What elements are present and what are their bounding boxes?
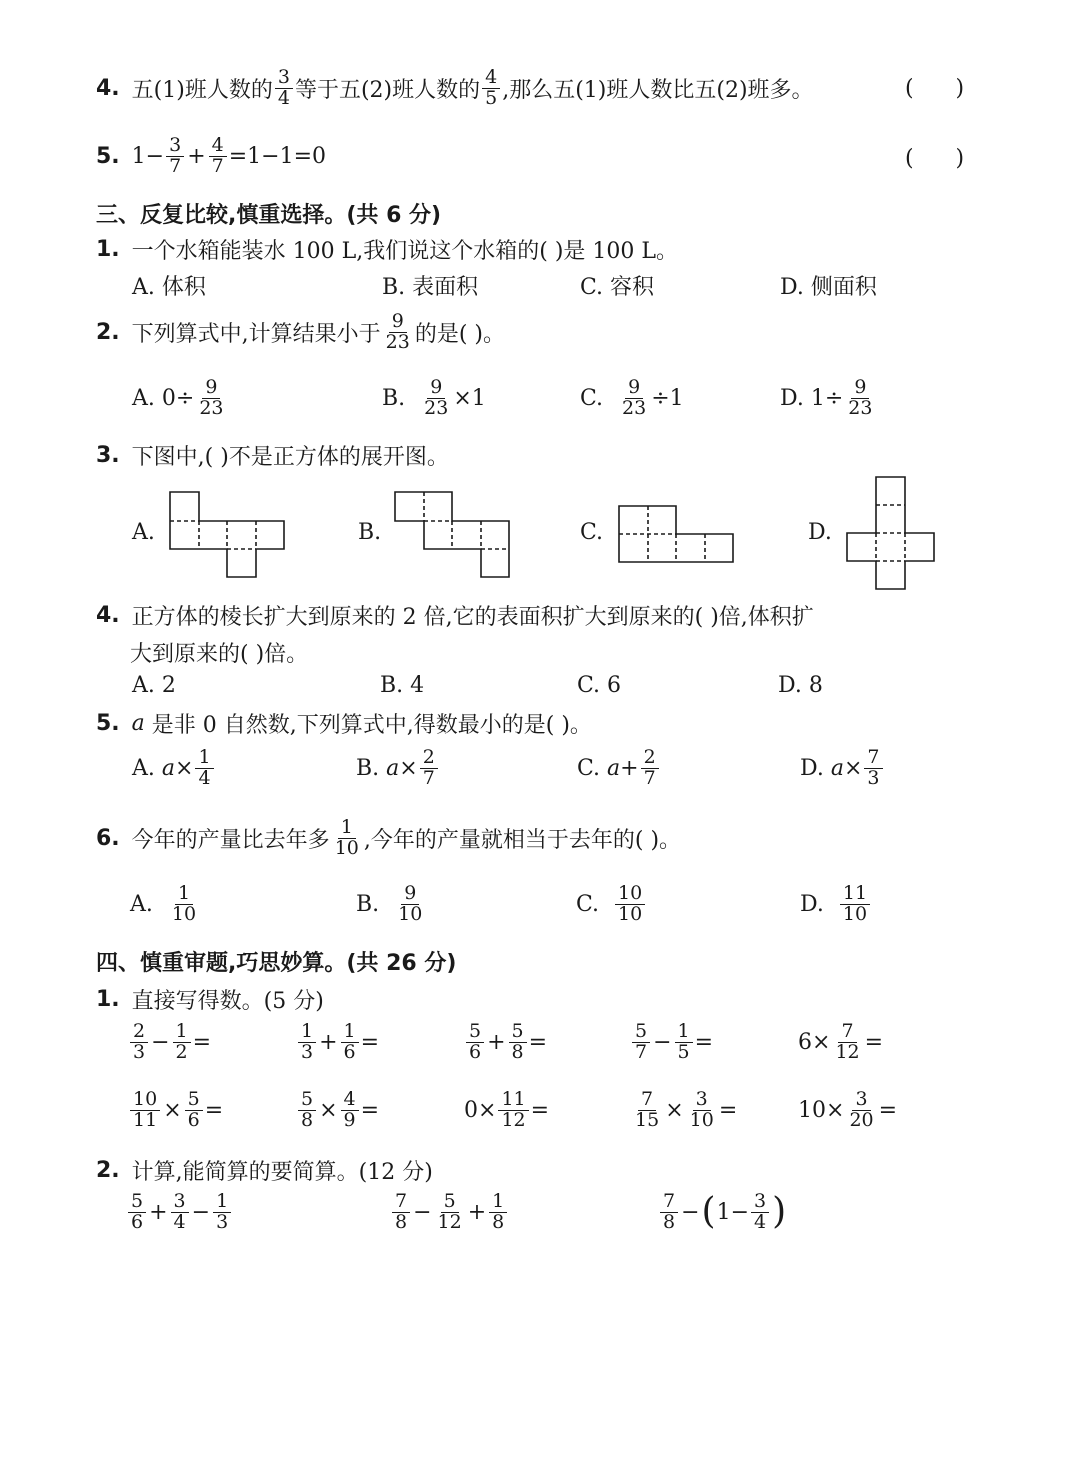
equals-sign: = [864,1029,884,1055]
question-text: 下图中,( )不是正方体的展开图。 [131,445,449,470]
equals-sign: = [528,1029,548,1055]
variable: a [386,755,400,781]
option-d[interactable] [780,378,877,419]
question-text: 计算,能简算的要简算。(12 分) [131,1160,433,1185]
option-a[interactable]: A. 体积 [132,275,206,300]
expression-part: ÷1 [651,385,684,411]
option-label: A. [132,755,155,781]
expression-part: 0× [464,1097,497,1123]
question-text: 今年的产量比去年多 [131,827,330,853]
fraction: $\frac{3}{4}$ [751,1192,769,1233]
choice-question-3 [96,440,449,471]
option-c[interactable]: C. 6 [577,673,622,698]
answer-blank[interactable]: ( ) [905,146,965,171]
variable: a [131,711,145,736]
cube-net-a [170,492,286,582]
fraction: $\frac{1}{2}$ [173,1022,191,1063]
operator: + [620,755,639,781]
operator: + [187,143,206,169]
option-b[interactable]: B. 表面积 [382,275,479,300]
fraction: $\frac{9}{23}$ [622,376,647,419]
option-b[interactable] [356,884,427,925]
question-text: 五(1)班人数的 [131,77,273,103]
fraction: $\frac{5}{8}$ [509,1022,527,1063]
fraction: $\frac{1}{3}$ [298,1022,316,1063]
option-label: C. [580,385,604,411]
operator: + [149,1199,168,1225]
option-b[interactable] [356,748,440,789]
option-c[interactable] [580,378,684,419]
fraction: $\frac{5}{7}$ [632,1022,650,1063]
option-c[interactable] [577,748,661,789]
operator: − [681,1199,700,1225]
option-d[interactable] [800,748,885,789]
fraction: $\frac{5}{6}$ [466,1022,484,1063]
fraction: $\frac{3}{4}$ [275,68,293,109]
quick-calc-item [798,1022,883,1063]
equals-sign: = [878,1097,898,1123]
fraction: $\frac{1}{6}$ [341,1022,359,1063]
choice-question-5 [96,708,592,739]
option-c-label[interactable]: C. [580,520,604,545]
equals-sign: = [360,1029,380,1055]
expression-part: 0÷ [161,385,195,411]
operator: × [665,1097,684,1123]
operator: + [467,1199,487,1225]
fraction: $\frac{4}{5}$ [482,68,500,109]
choice-question-4 [96,600,814,631]
cube-net-d [847,477,937,595]
fraction: $\frac{11}{10}$ [840,884,870,925]
equals-sign: = [204,1097,224,1123]
option-d[interactable] [800,884,872,925]
equals-sign: = [694,1029,714,1055]
calc-expression-2 [390,1192,509,1233]
fraction: $\frac{9}{23}$ [848,376,873,419]
option-b[interactable]: B. 4 [380,673,425,698]
expression-part: ×1 [453,385,486,411]
quick-calc-item [798,1090,897,1131]
quick-calc-item [296,1090,379,1131]
fraction: $\frac{2}{7}$ [420,748,438,789]
fraction: $\frac{1}{10}$ [171,882,197,925]
fraction: $\frac{4}{7}$ [209,136,227,177]
option-a[interactable] [132,748,216,789]
calc-expression-3 [658,1192,787,1233]
question-number: 5. [96,143,120,169]
question-number: 1. [96,237,120,262]
fraction: $\frac{10}{10}$ [615,884,645,925]
question-text: 等于五(2)班人数的 [294,77,481,103]
answer-blank[interactable]: ( ) [905,76,965,101]
option-d-label[interactable]: D. [808,520,832,545]
option-c[interactable]: C. 容积 [580,275,655,300]
operator: − [413,1199,432,1225]
question-number: 2. [96,1158,120,1183]
operator: + [487,1029,506,1055]
quick-calc-item [296,1022,379,1063]
question-number: 4. [96,603,120,628]
option-a[interactable] [132,378,229,419]
quick-calc-item [630,1090,737,1131]
section-heading: 三、反复比较,慎重选择。(共 6 分) [96,203,442,228]
option-a[interactable]: A. 2 [132,673,176,698]
question-text: 正方体的棱长扩大到原来的 2 倍,它的表面积扩大到原来的( )倍,体积扩 [131,605,814,630]
option-label: B. [356,755,380,781]
choice-question-6 [96,818,681,859]
fraction: $\frac{3}{7}$ [166,136,184,177]
fraction: $\frac{1}{10}$ [334,816,359,859]
option-label: D. [800,891,824,917]
operator: × [319,1097,338,1123]
fraction: $\frac{11}{12}$ [498,1090,528,1131]
question-text: 下列算式中,计算结果小于 [131,321,381,347]
question-number: 4. [96,75,120,101]
fraction: $\frac{10}{11}$ [130,1090,160,1131]
question-text-continued: 大到原来的( )倍。 [130,642,309,667]
option-label: C. [577,755,601,781]
question-text: 一个水箱能装水 100 L,我们说这个水箱的( )是 100 L。 [131,239,678,264]
option-label: A. [132,385,155,411]
fraction: $\frac{3}{20}$ [849,1088,874,1131]
question-text: ,今年的产量就相当于去年的( )。 [363,827,682,853]
question-number: 3. [96,443,120,468]
option-label: D. [780,385,804,411]
fraction: $\frac{7}{8}$ [392,1192,410,1233]
option-c[interactable] [576,884,647,925]
quick-calc-item [464,1090,549,1131]
fraction: $\frac{7}{8}$ [660,1192,678,1233]
fraction: $\frac{3}{4}$ [171,1192,189,1233]
fraction: $\frac{2}{3}$ [130,1022,148,1063]
equals-sign: = [192,1029,212,1055]
option-label: B. [356,891,380,917]
expression-part: 1÷ [810,385,844,411]
option-label: B. [382,385,406,411]
fraction: $\frac{9}{23}$ [199,376,224,419]
quick-calc-item [128,1022,211,1063]
fraction: $\frac{5}{8}$ [298,1090,316,1131]
judge-question-4 [96,68,814,109]
option-d[interactable]: D. 侧面积 [780,275,877,300]
expression-part: 10× [798,1097,845,1123]
fraction: $\frac{4}{9}$ [341,1090,359,1131]
equals-sign: = [718,1097,738,1123]
operator: × [175,755,194,781]
fraction: $\frac{1}{3}$ [213,1192,231,1233]
fraction: $\frac{3}{10}$ [689,1088,714,1131]
variable: a [607,755,621,781]
variable: a [830,755,844,781]
question-text: ,那么五(1)班人数比五(2)班多。 [502,77,814,103]
operator: + [319,1029,338,1055]
option-d[interactable]: D. 8 [778,673,823,698]
choice-question-2 [96,312,505,353]
fraction: $\frac{9}{23}$ [385,310,410,353]
question-number: 6. [96,825,120,851]
question-number: 1. [96,987,120,1012]
question-number: 2. [96,319,120,345]
fraction: $\frac{5}{6}$ [185,1090,203,1131]
fraction: $\frac{7}{15}$ [635,1088,660,1131]
calc-question-1 [96,984,324,1015]
operator: × [163,1097,182,1123]
variable: a [161,755,176,781]
operator: × [843,755,863,781]
quick-calc-item [128,1090,223,1131]
fraction: $\frac{9}{23}$ [424,376,449,419]
expression-part: =1−1=0 [228,143,327,169]
fraction: $\frac{2}{7}$ [641,748,659,789]
fraction: $\frac{1}{8}$ [489,1192,507,1233]
fraction: $\frac{9}{10}$ [398,882,423,925]
option-label: D. [800,755,824,781]
cube-net-c [619,506,735,568]
fraction: $\frac{1}{4}$ [195,748,213,789]
option-a[interactable] [130,884,201,925]
option-label: A. [130,891,153,917]
operator: − [191,1199,211,1225]
judge-question-5 [96,136,326,177]
right-paren: ) [772,1191,787,1233]
choice-question-1 [96,234,678,265]
expression-part: 6× [798,1029,831,1055]
fraction: $\frac{7}{12}$ [835,1020,860,1063]
calc-expression-1 [126,1192,233,1233]
question-text: 直接写得数。(5 分) [131,989,324,1014]
option-b-label[interactable]: B. [358,520,382,545]
quick-calc-item [630,1022,713,1063]
quick-calc-item [464,1022,547,1063]
equals-sign: = [360,1097,380,1123]
operator: × [399,755,418,781]
expression-part: 1− [716,1199,750,1225]
fraction: $\frac{1}{5}$ [675,1022,693,1063]
expression-part: 1− [131,143,165,169]
operator: − [653,1029,672,1055]
fraction: $\frac{5}{12}$ [437,1190,462,1233]
section-heading: 四、慎重审题,巧思妙算。(共 26 分) [96,951,457,976]
option-b[interactable] [382,378,486,419]
fraction: $\frac{5}{6}$ [128,1192,146,1233]
left-paren: ( [701,1191,716,1233]
calc-question-2 [96,1155,433,1186]
equals-sign: = [530,1097,550,1123]
operator: − [151,1029,170,1055]
question-text: 的是( )。 [414,321,506,347]
option-a-label[interactable]: A. [132,520,155,545]
question-number: 5. [96,711,120,736]
option-label: C. [576,891,600,917]
cube-net-b [395,492,511,582]
question-text: 是非 0 自然数,下列算式中,得数最小的是( )。 [151,713,592,738]
fraction: $\frac{7}{3}$ [864,748,882,789]
